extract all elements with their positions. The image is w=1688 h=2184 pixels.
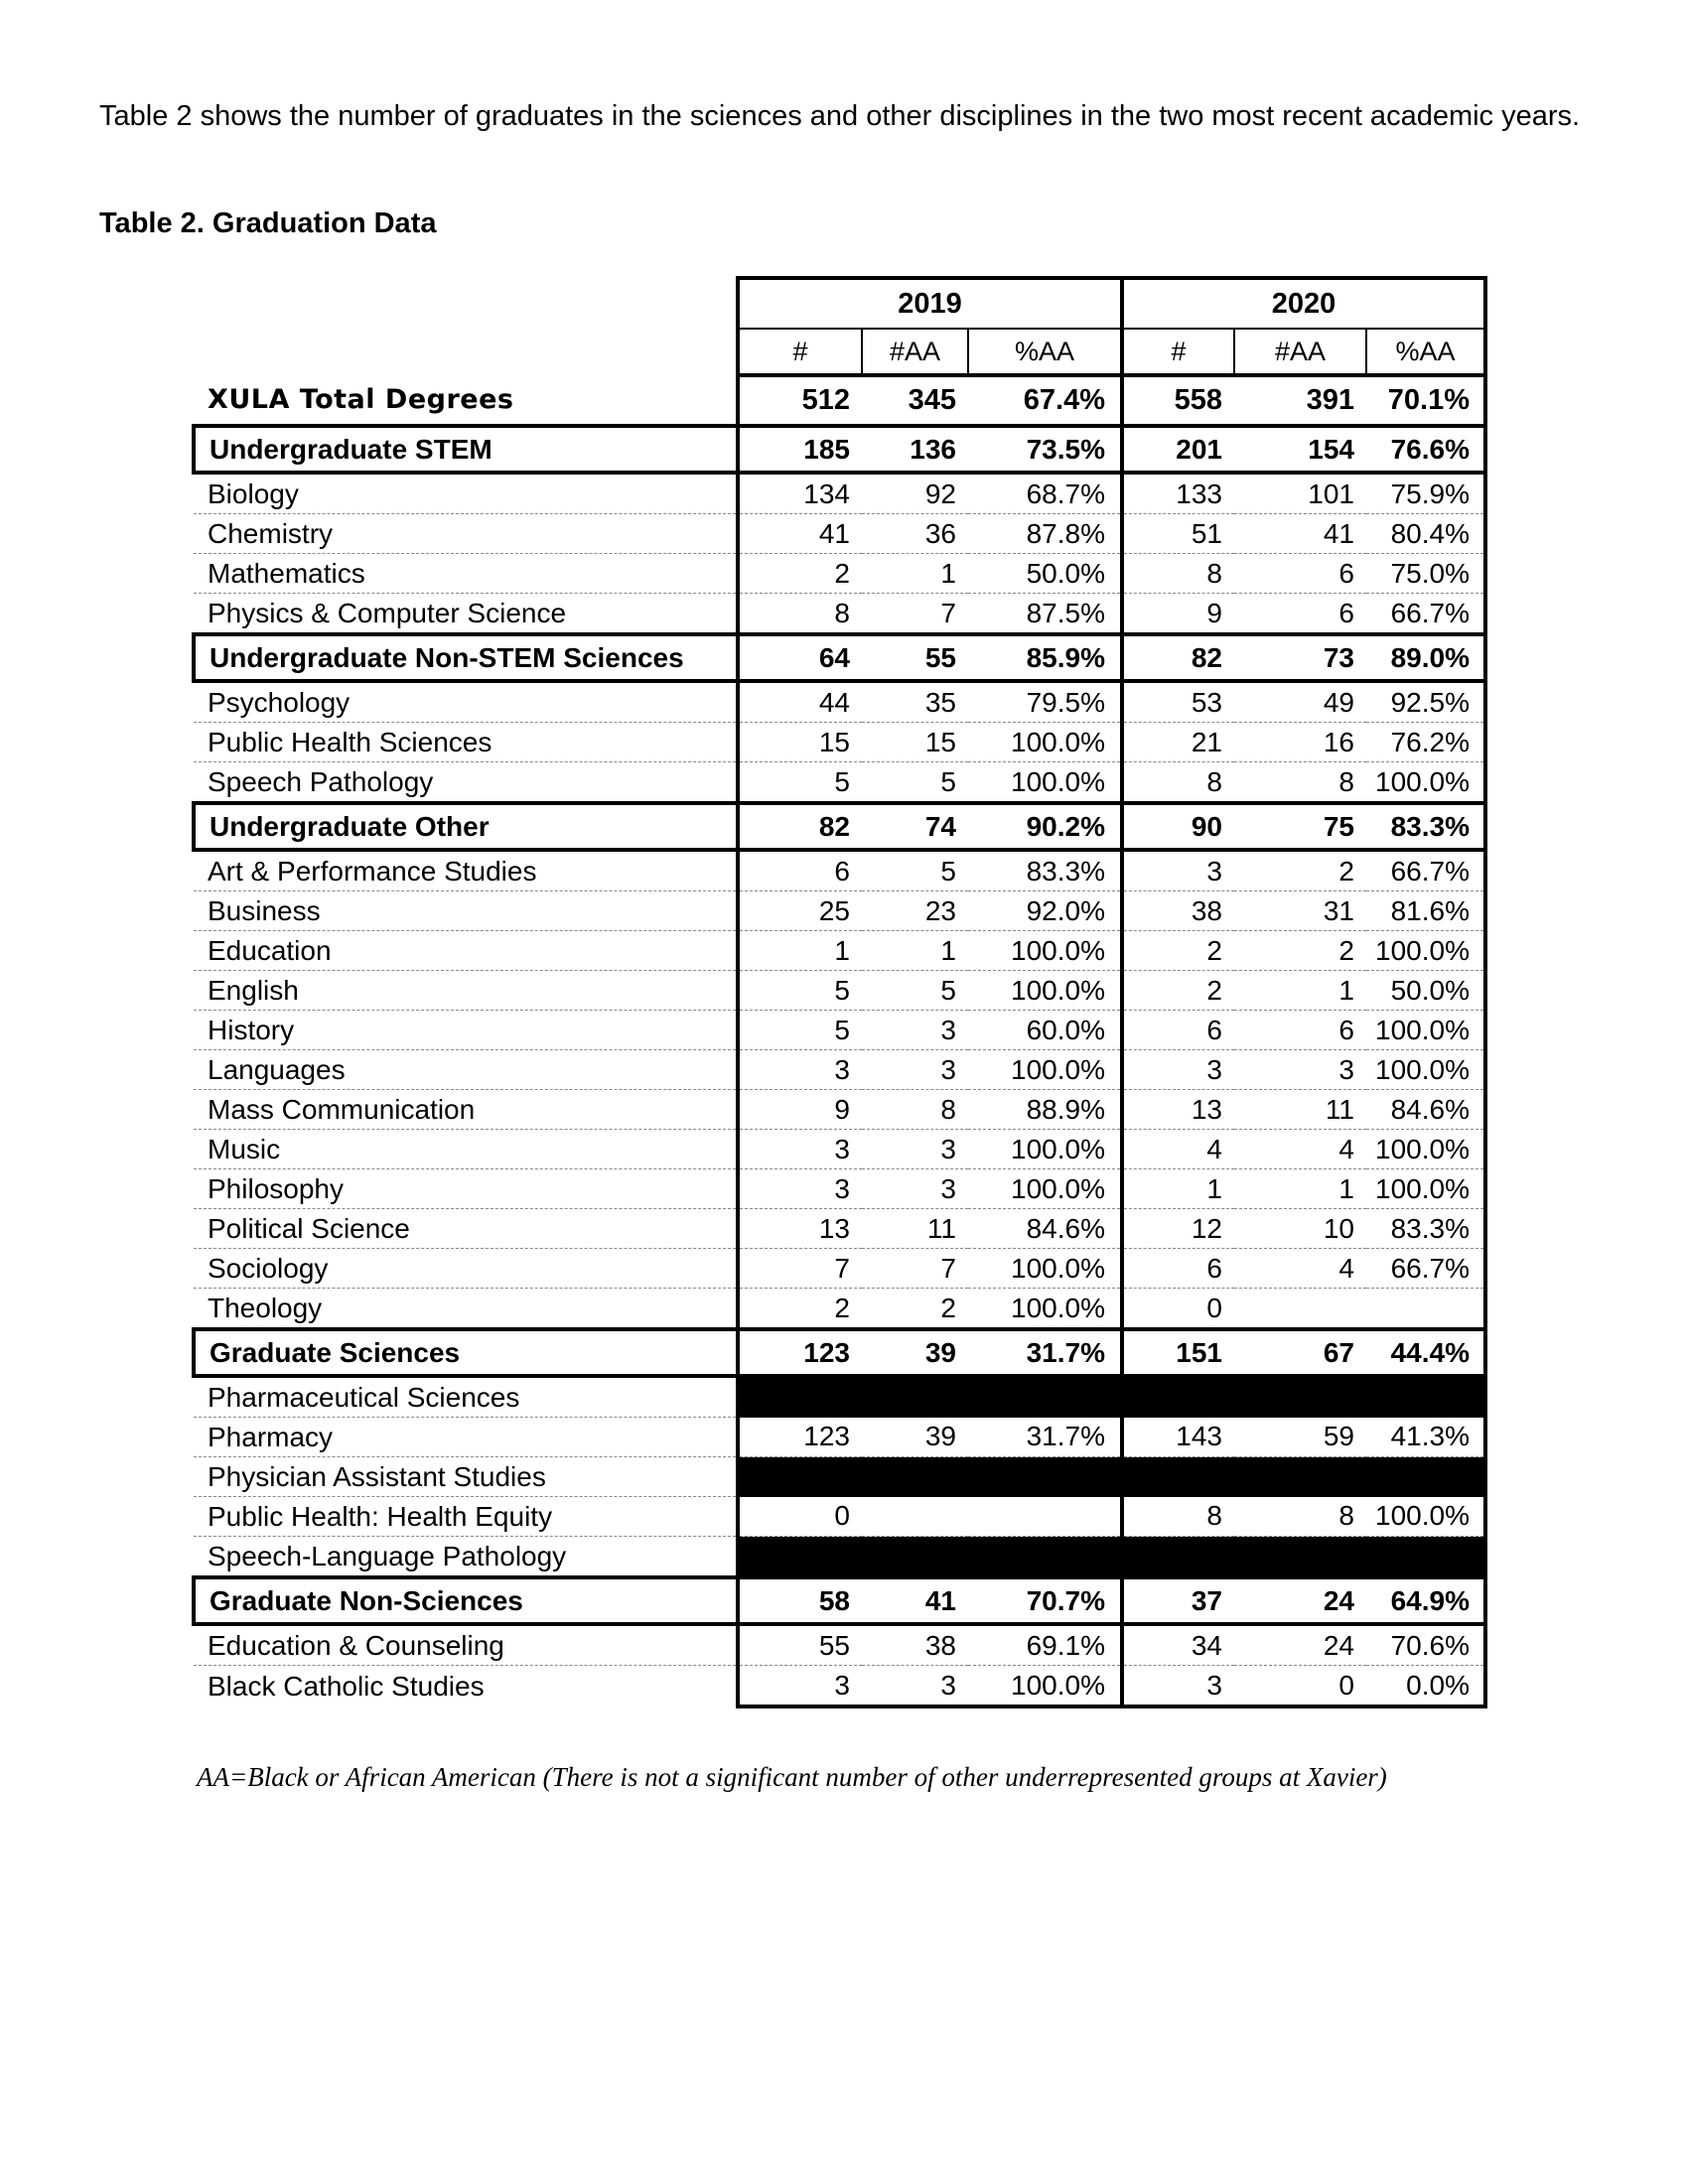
cell-aa-percent-2020: 41.3%: [1366, 1418, 1485, 1457]
row-label: Psychology: [194, 681, 738, 723]
table-row: [194, 1130, 1485, 1169]
cell-count-2020: 133: [1122, 473, 1234, 514]
cell-aa-count-2019: 23: [862, 891, 968, 931]
cell-count-2020: 38: [1122, 891, 1234, 931]
redacted-cell: [862, 1457, 968, 1497]
redacted-cell: [738, 1537, 862, 1578]
cell-aa-percent-2020: 92.5%: [1366, 681, 1485, 723]
cell-count-2020: 8: [1122, 762, 1234, 804]
cell-aa-percent-2020: 100.0%: [1366, 1169, 1485, 1209]
cell-count-2020: 3: [1122, 850, 1234, 891]
table-row: [194, 1011, 1485, 1050]
cell-aa-percent-2020: 75.0%: [1366, 554, 1485, 594]
cell-count-2019: 15: [738, 723, 862, 762]
section-aa-percent-2020: 76.6%: [1366, 426, 1485, 473]
cell-aa-count-2020: 8: [1234, 1497, 1366, 1537]
cell-aa-count-2019: 1: [862, 554, 968, 594]
cell-count-2019: 9: [738, 1090, 862, 1130]
table-row: [194, 1418, 1485, 1457]
section-row: [194, 803, 1485, 850]
table-row: [194, 1376, 1485, 1418]
cell-aa-percent-2020: 66.7%: [1366, 594, 1485, 635]
row-label: Physics & Computer Science: [194, 594, 738, 635]
cell-aa-percent-2020: 66.7%: [1366, 850, 1485, 891]
cell-aa-count-2020: 11: [1234, 1090, 1366, 1130]
section-aa-percent-2019: 90.2%: [968, 803, 1122, 850]
cell-aa-percent-2020: [1366, 1289, 1485, 1330]
table-row: [194, 850, 1485, 891]
cell-aa-count-2020: 4: [1234, 1249, 1366, 1289]
cell-aa-percent-2020: 100.0%: [1366, 1011, 1485, 1050]
cell-aa-percent-2020: 100.0%: [1366, 762, 1485, 804]
section-aa-percent-2019: 31.7%: [968, 1329, 1122, 1376]
cell-aa-count-2019: 39: [862, 1418, 968, 1457]
section-label: Graduate Non-Sciences: [194, 1577, 738, 1624]
cell-aa-count-2020: 4: [1234, 1130, 1366, 1169]
section-count-2019: 58: [738, 1577, 862, 1624]
cell-aa-count-2019: 15: [862, 723, 968, 762]
cell-aa-count-2019: 11: [862, 1209, 968, 1249]
section-count-2020: 82: [1122, 634, 1234, 681]
cell-aa-percent-2020: 80.4%: [1366, 514, 1485, 554]
cell-count-2019: 6: [738, 850, 862, 891]
cell-count-2019: 3: [738, 1050, 862, 1090]
cell-aa-percent-2020: 50.0%: [1366, 971, 1485, 1011]
cell-aa-count-2019: 36: [862, 514, 968, 554]
cell-aa-percent-2019: 88.9%: [968, 1090, 1122, 1130]
total-count-2020: 558: [1122, 375, 1234, 426]
cell-count-2020: 3: [1122, 1050, 1234, 1090]
table-row: [194, 554, 1485, 594]
cell-aa-percent-2020: 100.0%: [1366, 1050, 1485, 1090]
cell-aa-percent-2019: 50.0%: [968, 554, 1122, 594]
section-aa-count-2019: 39: [862, 1329, 968, 1376]
section-row: [194, 1577, 1485, 1624]
cell-count-2020: 1: [1122, 1169, 1234, 1209]
cell-count-2020: 12: [1122, 1209, 1234, 1249]
cell-count-2019: 1: [738, 931, 862, 971]
table-row: [194, 891, 1485, 931]
cell-aa-percent-2019: [968, 1497, 1122, 1537]
cell-count-2019: 5: [738, 1011, 862, 1050]
total-label: XULA Total Degrees: [208, 384, 514, 415]
cell-count-2019: 2: [738, 1289, 862, 1330]
cell-aa-percent-2019: 100.0%: [968, 1050, 1122, 1090]
col-header-aa-percent-2019: %AA: [968, 329, 1122, 375]
row-label: Pharmacy: [194, 1418, 738, 1457]
cell-aa-count-2020: [1234, 1289, 1366, 1330]
year-header-2020: 2020: [1122, 278, 1485, 329]
total-aa-percent-2019: 67.4%: [968, 375, 1122, 426]
redacted-cell: [1366, 1376, 1485, 1418]
cell-aa-count-2020: 0: [1234, 1666, 1366, 1707]
section-label: Graduate Sciences: [194, 1329, 738, 1376]
row-label: Mathematics: [194, 554, 738, 594]
cell-aa-count-2020: 24: [1234, 1624, 1366, 1666]
section-count-2019: 123: [738, 1329, 862, 1376]
col-header-aa-count-2020: #AA: [1234, 329, 1366, 375]
section-count-2020: 37: [1122, 1577, 1234, 1624]
table-row: [194, 971, 1485, 1011]
cell-count-2019: 55: [738, 1624, 862, 1666]
row-label: Speech-Language Pathology: [194, 1537, 738, 1578]
cell-aa-count-2020: 41: [1234, 514, 1366, 554]
section-aa-count-2019: 41: [862, 1577, 968, 1624]
cell-aa-percent-2019: 92.0%: [968, 891, 1122, 931]
redacted-cell: [968, 1376, 1122, 1418]
section-row: [194, 426, 1485, 473]
cell-count-2019: 7: [738, 1249, 862, 1289]
table-row: [194, 681, 1485, 723]
cell-aa-percent-2020: 76.2%: [1366, 723, 1485, 762]
cell-count-2019: 123: [738, 1418, 862, 1457]
cell-aa-percent-2020: 70.6%: [1366, 1624, 1485, 1666]
total-aa-percent-2020: 70.1%: [1366, 375, 1485, 426]
cell-aa-count-2019: 8: [862, 1090, 968, 1130]
row-label: English: [194, 971, 738, 1011]
redacted-cell: [1234, 1457, 1366, 1497]
redacted-cell: [968, 1457, 1122, 1497]
redacted-cell: [862, 1537, 968, 1578]
section-count-2020: 90: [1122, 803, 1234, 850]
cell-aa-count-2020: 1: [1234, 971, 1366, 1011]
cell-aa-percent-2020: 81.6%: [1366, 891, 1485, 931]
table-row: [194, 931, 1485, 971]
cell-count-2019: 41: [738, 514, 862, 554]
cell-count-2020: 21: [1122, 723, 1234, 762]
cell-count-2019: 5: [738, 762, 862, 804]
cell-aa-percent-2019: 31.7%: [968, 1418, 1122, 1457]
cell-count-2020: 8: [1122, 554, 1234, 594]
row-label: Public Health Sciences: [194, 723, 738, 762]
cell-aa-percent-2020: 66.7%: [1366, 1249, 1485, 1289]
cell-aa-count-2020: 2: [1234, 850, 1366, 891]
section-count-2019: 64: [738, 634, 862, 681]
section-aa-percent-2020: 89.0%: [1366, 634, 1485, 681]
row-label: Political Science: [194, 1209, 738, 1249]
cell-count-2020: 8: [1122, 1497, 1234, 1537]
table-row: [194, 1537, 1485, 1578]
table-row: [194, 1666, 1485, 1707]
cell-aa-count-2020: 59: [1234, 1418, 1366, 1457]
cell-count-2019: 3: [738, 1130, 862, 1169]
col-header-count-2019: #: [738, 329, 862, 375]
table-row: [194, 1289, 1485, 1330]
section-aa-count-2019: 136: [862, 426, 968, 473]
cell-aa-percent-2019: 79.5%: [968, 681, 1122, 723]
table-row: [194, 473, 1485, 514]
cell-count-2020: 0: [1122, 1289, 1234, 1330]
cell-aa-count-2020: 10: [1234, 1209, 1366, 1249]
table-row: [194, 514, 1485, 554]
cell-aa-percent-2019: 60.0%: [968, 1011, 1122, 1050]
cell-count-2019: 2: [738, 554, 862, 594]
cell-aa-count-2020: 49: [1234, 681, 1366, 723]
section-aa-percent-2019: 85.9%: [968, 634, 1122, 681]
cell-count-2019: 0: [738, 1497, 862, 1537]
cell-aa-count-2019: 7: [862, 1249, 968, 1289]
redacted-cell: [1234, 1537, 1366, 1578]
cell-aa-percent-2019: 100.0%: [968, 1666, 1122, 1707]
cell-count-2019: 134: [738, 473, 862, 514]
table-row: [194, 1090, 1485, 1130]
cell-count-2020: 6: [1122, 1011, 1234, 1050]
cell-count-2019: 8: [738, 594, 862, 635]
table-row: [194, 1624, 1485, 1666]
cell-aa-count-2020: 16: [1234, 723, 1366, 762]
cell-aa-percent-2019: 100.0%: [968, 723, 1122, 762]
col-header-aa-percent-2020: %AA: [1366, 329, 1485, 375]
redacted-cell: [1366, 1457, 1485, 1497]
cell-aa-percent-2019: 100.0%: [968, 1249, 1122, 1289]
column-header-row: [194, 329, 1485, 375]
section-aa-count-2019: 55: [862, 634, 968, 681]
cell-count-2020: 53: [1122, 681, 1234, 723]
table-row: [194, 1457, 1485, 1497]
cell-count-2019: 3: [738, 1666, 862, 1707]
cell-aa-percent-2019: 68.7%: [968, 473, 1122, 514]
table-row: [194, 1169, 1485, 1209]
section-aa-count-2020: 154: [1234, 426, 1366, 473]
redacted-cell: [738, 1376, 862, 1418]
section-aa-count-2020: 67: [1234, 1329, 1366, 1376]
cell-count-2020: 51: [1122, 514, 1234, 554]
cell-count-2020: 2: [1122, 971, 1234, 1011]
cell-aa-count-2019: [862, 1497, 968, 1537]
row-label: Physician Assistant Studies: [194, 1457, 738, 1497]
cell-aa-percent-2019: 100.0%: [968, 762, 1122, 804]
section-aa-percent-2020: 44.4%: [1366, 1329, 1485, 1376]
section-count-2020: 201: [1122, 426, 1234, 473]
cell-aa-percent-2020: 100.0%: [1366, 1130, 1485, 1169]
section-row: [194, 634, 1485, 681]
cell-aa-percent-2019: 83.3%: [968, 850, 1122, 891]
cell-aa-count-2020: 101: [1234, 473, 1366, 514]
cell-aa-count-2019: 38: [862, 1624, 968, 1666]
section-aa-count-2020: 73: [1234, 634, 1366, 681]
section-aa-percent-2020: 64.9%: [1366, 1577, 1485, 1624]
intro-paragraph: Table 2 shows the number of graduates in the sciences and other disciplines in the two most recent academic years.: [99, 100, 1581, 132]
cell-aa-count-2019: 5: [862, 850, 968, 891]
section-aa-count-2020: 24: [1234, 1577, 1366, 1624]
row-label: Art & Performance Studies: [194, 850, 738, 891]
table-row: [194, 762, 1485, 804]
row-label: Theology: [194, 1289, 738, 1330]
section-label: Undergraduate STEM: [194, 426, 738, 473]
cell-aa-count-2019: 92: [862, 473, 968, 514]
table-row: [194, 1209, 1485, 1249]
row-label: Black Catholic Studies: [208, 1670, 485, 1702]
cell-aa-percent-2019: 100.0%: [968, 971, 1122, 1011]
cell-aa-count-2019: 3: [862, 1169, 968, 1209]
section-aa-percent-2019: 73.5%: [968, 426, 1122, 473]
redacted-cell: [738, 1457, 862, 1497]
row-label: Philosophy: [194, 1169, 738, 1209]
section-count-2019: 82: [738, 803, 862, 850]
cell-count-2020: 3: [1122, 1666, 1234, 1707]
section-count-2019: 185: [738, 426, 862, 473]
section-count-2020: 151: [1122, 1329, 1234, 1376]
section-aa-count-2020: 75: [1234, 803, 1366, 850]
row-label: Mass Communication: [194, 1090, 738, 1130]
row-label: Pharmaceutical Sciences: [194, 1376, 738, 1418]
cell-aa-count-2019: 3: [862, 1130, 968, 1169]
cell-aa-count-2020: 8: [1234, 762, 1366, 804]
table-row: [194, 1497, 1485, 1537]
row-label: Public Health: Health Equity: [194, 1497, 738, 1537]
row-label: Education & Counseling: [194, 1624, 738, 1666]
cell-aa-count-2020: 3: [1234, 1050, 1366, 1090]
redacted-cell: [862, 1376, 968, 1418]
cell-count-2019: 5: [738, 971, 862, 1011]
cell-count-2020: 2: [1122, 931, 1234, 971]
year-header-2019: 2019: [738, 278, 1122, 329]
cell-aa-count-2020: 2: [1234, 931, 1366, 971]
cell-aa-percent-2020: 0.0%: [1366, 1666, 1485, 1707]
total-count-2019: 512: [738, 375, 862, 426]
cell-aa-count-2020: 6: [1234, 1011, 1366, 1050]
total-aa-count-2019: 345: [862, 375, 968, 426]
cell-aa-percent-2019: 100.0%: [968, 1130, 1122, 1169]
section-label: Undergraduate Non-STEM Sciences: [194, 634, 738, 681]
cell-aa-count-2019: 7: [862, 594, 968, 635]
cell-aa-percent-2019: 100.0%: [968, 1169, 1122, 1209]
table-footnote: AA=Black or African American (There is not a significant number of other underrepresented groups at Xavier): [197, 1762, 1387, 1792]
total-aa-count-2020: 391: [1234, 375, 1366, 426]
graduation-data-table: [192, 276, 1487, 1708]
cell-aa-percent-2019: 100.0%: [968, 931, 1122, 971]
cell-count-2020: 143: [1122, 1418, 1234, 1457]
row-label: History: [194, 1011, 738, 1050]
cell-aa-count-2019: 5: [862, 762, 968, 804]
row-label: Music: [194, 1130, 738, 1169]
cell-aa-percent-2020: 75.9%: [1366, 473, 1485, 514]
section-aa-percent-2019: 70.7%: [968, 1577, 1122, 1624]
cell-aa-percent-2020: 84.6%: [1366, 1090, 1485, 1130]
table-row: [194, 1249, 1485, 1289]
cell-count-2020: 13: [1122, 1090, 1234, 1130]
cell-count-2019: 25: [738, 891, 862, 931]
col-header-count-2020: #: [1122, 329, 1234, 375]
cell-count-2019: 13: [738, 1209, 862, 1249]
cell-aa-percent-2020: 83.3%: [1366, 1209, 1485, 1249]
cell-count-2020: 4: [1122, 1130, 1234, 1169]
section-row: [194, 1329, 1485, 1376]
cell-aa-count-2020: 6: [1234, 594, 1366, 635]
redacted-cell: [968, 1537, 1122, 1578]
total-row: [194, 375, 1485, 426]
row-label: Biology: [194, 473, 738, 514]
year-header-row: [194, 278, 1485, 329]
redacted-cell: [1234, 1376, 1366, 1418]
row-label: Languages: [194, 1050, 738, 1090]
cell-count-2019: 3: [738, 1169, 862, 1209]
cell-aa-percent-2019: 69.1%: [968, 1624, 1122, 1666]
section-aa-percent-2020: 83.3%: [1366, 803, 1485, 850]
row-label: Education: [194, 931, 738, 971]
cell-aa-percent-2019: 87.8%: [968, 514, 1122, 554]
row-label: Chemistry: [194, 514, 738, 554]
redacted-cell: [1122, 1537, 1234, 1578]
row-label: Sociology: [194, 1249, 738, 1289]
cell-aa-count-2019: 3: [862, 1666, 968, 1707]
cell-aa-percent-2019: 87.5%: [968, 594, 1122, 635]
table-row: [194, 594, 1485, 635]
cell-aa-percent-2020: 100.0%: [1366, 1497, 1485, 1537]
table-row: [194, 723, 1485, 762]
table-row: [194, 1050, 1485, 1090]
cell-count-2020: 6: [1122, 1249, 1234, 1289]
cell-aa-count-2019: 3: [862, 1050, 968, 1090]
cell-aa-count-2019: 3: [862, 1011, 968, 1050]
cell-aa-count-2020: 31: [1234, 891, 1366, 931]
cell-aa-percent-2019: 100.0%: [968, 1289, 1122, 1330]
redacted-cell: [1122, 1457, 1234, 1497]
cell-aa-percent-2019: 84.6%: [968, 1209, 1122, 1249]
cell-aa-count-2020: 6: [1234, 554, 1366, 594]
cell-aa-count-2019: 1: [862, 931, 968, 971]
redacted-cell: [1366, 1537, 1485, 1578]
cell-aa-count-2019: 5: [862, 971, 968, 1011]
cell-aa-count-2019: 35: [862, 681, 968, 723]
cell-aa-count-2019: 2: [862, 1289, 968, 1330]
row-label: Business: [194, 891, 738, 931]
cell-count-2020: 34: [1122, 1624, 1234, 1666]
row-label: Speech Pathology: [194, 762, 738, 804]
col-header-aa-count-2019: #AA: [862, 329, 968, 375]
redacted-cell: [1122, 1376, 1234, 1418]
cell-aa-percent-2020: 100.0%: [1366, 931, 1485, 971]
cell-count-2020: 9: [1122, 594, 1234, 635]
section-aa-count-2019: 74: [862, 803, 968, 850]
table-caption: Table 2. Graduation Data: [99, 207, 437, 239]
cell-aa-count-2020: 1: [1234, 1169, 1366, 1209]
cell-count-2019: 44: [738, 681, 862, 723]
section-label: Undergraduate Other: [194, 803, 738, 850]
